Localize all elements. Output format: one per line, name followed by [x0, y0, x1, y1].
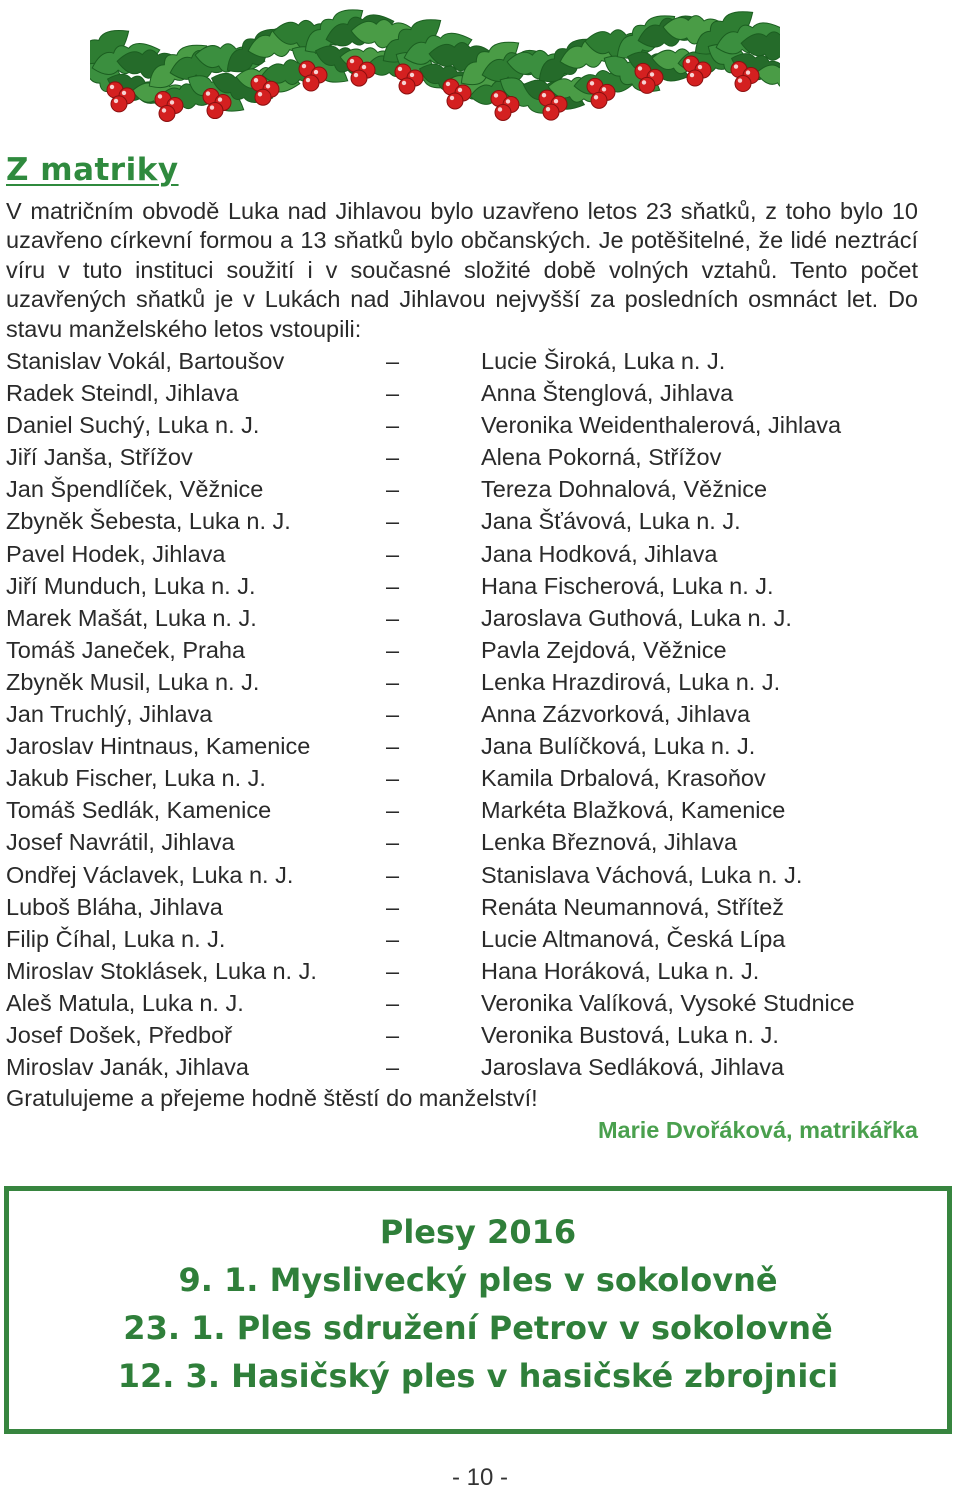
berry-highlight: [266, 84, 270, 88]
bride-name: Lucie Široká, Luka n. J.: [481, 348, 726, 374]
groom-name: Stanislav Vokál, Bartoušov: [6, 348, 285, 374]
groom-name: Jakub Fischer, Luka n. J.: [6, 765, 266, 792]
bride-name: Markéta Blažková, Kamenice: [481, 797, 786, 824]
holly-berry-icon: [111, 96, 127, 112]
couple-row: [6, 956, 936, 988]
couple-row: [6, 442, 936, 474]
groom-name: Miroslav Stoklásek, Luka n. J.: [6, 957, 317, 984]
berry-highlight: [302, 64, 306, 68]
berry-highlight: [506, 99, 510, 103]
dash-separator: –: [386, 797, 400, 824]
dash-separator: –: [386, 989, 400, 1016]
bride-name: Hana Fischerová, Luka n. J.: [481, 572, 774, 599]
groom-name: Miroslav Janák, Jihlava: [6, 1054, 249, 1081]
holly-berry-icon: [351, 70, 367, 86]
couples-list: [6, 346, 936, 1084]
dash-separator: –: [386, 348, 400, 374]
groom-name: Filip Číhal, Luka n. J.: [6, 925, 226, 952]
berry-highlight: [122, 91, 126, 95]
groom-name: Marek Mašát, Luka n. J.: [6, 604, 257, 631]
berry-highlight: [734, 64, 738, 68]
groom-name: Josef Navrátil, Jihlava: [6, 829, 235, 856]
groom-name: Josef Došek, Předboř: [6, 1021, 232, 1048]
berry-highlight: [410, 73, 414, 77]
berry-highlight: [554, 99, 558, 103]
dash-separator: –: [386, 701, 400, 728]
holly-berry-icon: [543, 104, 559, 120]
bride-name: Renáta Neumannová, Střítež: [481, 893, 785, 920]
berry-highlight: [114, 99, 118, 103]
couple-row: [6, 699, 936, 731]
holly-berry-icon: [303, 75, 319, 91]
berry-highlight: [542, 93, 546, 97]
couple-row: [6, 731, 936, 763]
berry-highlight: [306, 78, 310, 82]
berry-highlight: [738, 78, 742, 82]
dash-separator: –: [386, 540, 400, 567]
bride-name: Jaroslava Guthová, Luka n. J.: [481, 604, 792, 631]
congratulations-text: Gratulujeme a přejeme hodně štěstí do manželství!: [6, 1085, 538, 1111]
berry-highlight: [602, 87, 606, 91]
holly-berry-icon: [591, 92, 607, 108]
signature: Marie Dvořáková, matrikářka: [597, 1117, 918, 1143]
bride-name: Veronika Valíková, Vysoké Studnice: [481, 989, 855, 1016]
dash-separator: –: [386, 925, 400, 952]
section-heading: Z matriky: [6, 152, 179, 188]
groom-name: Aleš Matula, Luka n. J.: [6, 989, 244, 1016]
ball-event: 23. 1. Ples sdružení Petrov v sokolovně: [123, 1309, 833, 1347]
bride-name: Lenka Hrazdirová, Luka n. J.: [481, 668, 781, 695]
dash-separator: –: [386, 957, 400, 984]
berry-highlight: [590, 81, 594, 85]
couple-row: [6, 603, 936, 635]
berry-highlight: [170, 100, 174, 104]
groom-name: Jaroslav Hintnaus, Kamenice: [6, 733, 311, 760]
balls-title: Plesy 2016: [379, 1213, 577, 1251]
holly-berry-icon: [255, 89, 271, 105]
couple-row: [6, 988, 936, 1020]
couple-row: [6, 539, 936, 571]
bride-name: Pavla Zejdová, Věžnice: [481, 636, 727, 663]
berry-highlight: [638, 66, 642, 70]
berry-highlight: [546, 107, 550, 111]
groom-name: Zbyněk Musil, Luka n. J.: [6, 668, 260, 695]
page-number: - 10 -: [451, 1464, 508, 1491]
groom-name: Jiří Munduch, Luka n. J.: [6, 572, 256, 599]
bride-name: Jana Hodková, Jihlava: [481, 540, 718, 567]
holly-berry-icon: [207, 103, 223, 119]
groom-name: Daniel Suchý, Luka n. J.: [6, 412, 260, 439]
couple-row: [6, 410, 936, 442]
berry-highlight: [254, 78, 258, 82]
groom-name: Tomáš Sedlák, Kamenice: [6, 797, 272, 824]
dash-separator: –: [386, 1054, 400, 1081]
berry-highlight: [110, 85, 114, 89]
couple-row: [6, 506, 936, 538]
berry-highlight: [362, 65, 366, 69]
groom-name: Jan Špendlíček, Věžnice: [6, 476, 264, 503]
berry-highlight: [498, 107, 502, 111]
groom-name: Radek Steindl, Jihlava: [6, 380, 239, 407]
dash-separator: –: [386, 476, 400, 503]
bride-name: Jana Šťávová, Luka n. J.: [481, 508, 741, 535]
dash-separator: –: [386, 733, 400, 760]
holly-berry-icon: [159, 105, 175, 121]
bride-name: Jaroslava Sedláková, Jihlava: [481, 1054, 785, 1081]
couple-row: [6, 924, 936, 956]
berry-highlight: [162, 108, 166, 112]
berry-highlight: [594, 95, 598, 99]
berry-highlight: [690, 73, 694, 77]
dash-separator: –: [386, 668, 400, 695]
bride-name: Tereza Dohnalová, Věžnice: [481, 476, 768, 503]
berry-highlight: [458, 88, 462, 92]
dash-separator: –: [386, 765, 400, 792]
berry-highlight: [218, 97, 222, 101]
bride-name: Veronika Bustová, Luka n. J.: [481, 1021, 779, 1048]
berry-highlight: [206, 91, 210, 95]
ball-event: 12. 3. Hasičský ples v hasičské zbrojnici: [117, 1357, 839, 1395]
berry-highlight: [314, 70, 318, 74]
groom-name: Jiří Janša, Střížov: [6, 444, 193, 471]
couple-row: [6, 860, 936, 892]
bride-name: Kamila Drbalová, Krasoňov: [481, 765, 766, 792]
berry-highlight: [746, 70, 750, 74]
dash-separator: –: [386, 380, 400, 407]
dash-separator: –: [386, 636, 400, 663]
bride-name: Stanislava Váchová, Luka n. J.: [481, 861, 803, 888]
dash-separator: –: [386, 861, 400, 888]
berry-highlight: [698, 65, 702, 69]
dash-separator: –: [386, 444, 400, 471]
couple-row: [6, 667, 936, 699]
couple-row: [6, 1020, 936, 1052]
groom-name: Ondřej Václavek, Luka n. J.: [6, 861, 294, 888]
bride-name: Veronika Weidenthalerová, Jihlava: [481, 412, 842, 439]
bride-name: Anna Štenglová, Jihlava: [481, 380, 734, 407]
balls-box: [4, 1186, 952, 1434]
couple-row: [6, 892, 936, 924]
bride-name: Jana Bulíčková, Luka n. J.: [481, 733, 756, 760]
groom-name: Pavel Hodek, Jihlava: [6, 540, 226, 567]
berry-highlight: [210, 105, 214, 109]
dash-separator: –: [386, 508, 400, 535]
groom-name: Luboš Bláha, Jihlava: [6, 893, 223, 920]
berry-highlight: [650, 72, 654, 76]
berry-highlight: [450, 96, 454, 100]
dash-separator: –: [386, 572, 400, 599]
bride-name: Anna Zázvorková, Jihlava: [481, 701, 751, 728]
dash-separator: –: [386, 829, 400, 856]
berry-highlight: [402, 81, 406, 85]
dash-separator: –: [386, 1021, 400, 1048]
holly-berry-icon: [399, 78, 415, 94]
holly-berry-icon: [735, 76, 751, 92]
ball-event: 9. 1. Myslivecký ples v sokolovně: [178, 1261, 778, 1299]
holly-berry-icon: [687, 70, 703, 86]
holly-berry-icon: [447, 93, 463, 109]
berry-highlight: [686, 59, 690, 63]
couple-row: [6, 571, 936, 603]
bride-name: Lucie Altmanová, Česká Lípa: [481, 925, 786, 952]
berry-highlight: [350, 59, 354, 63]
bride-name: Lenka Březnová, Jihlava: [481, 829, 738, 856]
dash-separator: –: [386, 893, 400, 920]
bride-name: Alena Pokorná, Střížov: [481, 444, 722, 471]
berry-highlight: [258, 92, 262, 96]
bride-name: Hana Horáková, Luka n. J.: [481, 957, 760, 984]
berry-highlight: [446, 82, 450, 86]
couple-row: [6, 795, 936, 827]
couple-row: [6, 763, 936, 795]
intro-paragraph: V matričním obvodě Luka nad Jihlavou bylo uzavřeno letos 23 sňatků, z toho bylo 10 uzavřeno církevní formou a 13 sňatků bylo občanských. Je potěšitelné, že lidé neztrácí víru v tuto instituci soužití i v současné složité době volných vztahů. Tento počet uzavřených sňatků je v Lukách nad Jihlavou nejvyšší za posledních osmnáct let. Do stavu manželského letos vstoupili:: [6, 198, 918, 342]
groom-name: Jan Truchlý, Jihlava: [6, 701, 213, 728]
couple-row: [6, 378, 936, 410]
holly-berry-icon: [639, 77, 655, 93]
dash-separator: –: [386, 412, 400, 439]
berry-highlight: [354, 73, 358, 77]
groom-name: Tomáš Janeček, Praha: [6, 636, 246, 663]
berry-highlight: [158, 94, 162, 98]
groom-name: Zbyněk Šebesta, Luka n. J.: [6, 508, 291, 535]
berry-highlight: [398, 67, 402, 71]
couple-row: [6, 635, 936, 667]
holly-garland-icon: [90, 0, 780, 140]
couple-row: [6, 1052, 936, 1084]
couple-row: [6, 827, 936, 859]
dash-separator: –: [386, 604, 400, 631]
couple-row: [6, 346, 936, 378]
holly-berry-icon: [495, 104, 511, 120]
berry-highlight: [642, 80, 646, 84]
couple-row: [6, 474, 936, 506]
berry-highlight: [494, 93, 498, 97]
